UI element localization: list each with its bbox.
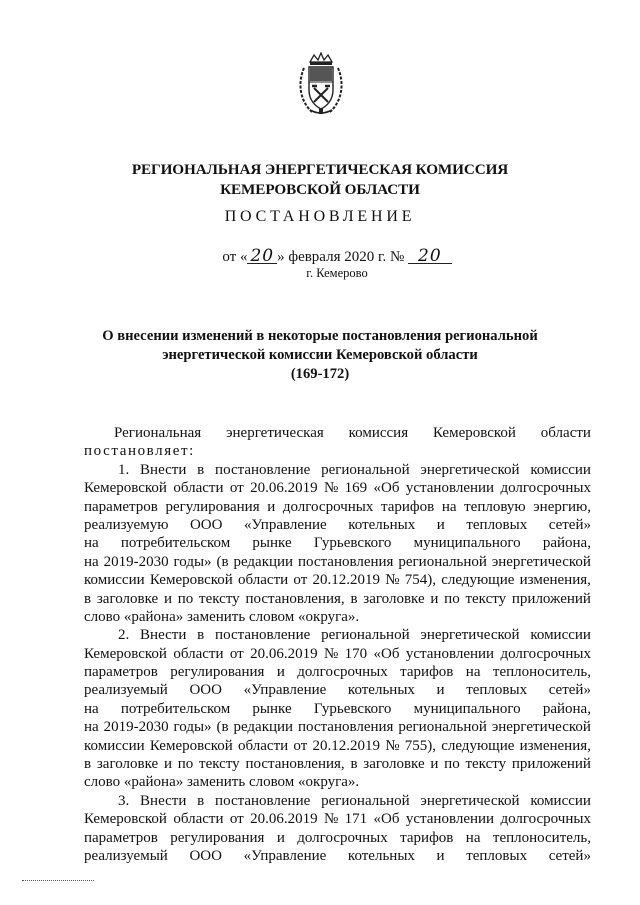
paragraph-3-line <box>84 810 591 828</box>
word: № <box>323 645 339 662</box>
word: в <box>197 627 205 644</box>
word: слово <box>84 774 121 791</box>
word: по <box>177 590 194 607</box>
word: заголовке <box>363 590 425 607</box>
intro-word: комиссия <box>348 425 409 441</box>
word: долгосрочных <box>297 829 388 846</box>
word: постановление <box>215 461 311 478</box>
word: потребительском <box>120 700 231 717</box>
word: области <box>173 645 224 662</box>
word: и <box>430 590 439 607</box>
word: постановление <box>215 792 311 809</box>
word: установлении <box>405 811 495 828</box>
word: постановление <box>215 627 311 644</box>
word: заголовке <box>96 590 159 607</box>
word: и <box>436 516 445 533</box>
word: области <box>238 572 289 589</box>
word: постановления <box>297 719 394 736</box>
word: комиссии <box>530 627 591 644</box>
date-prefix: от « <box>222 249 248 265</box>
word: теплоноситель, <box>492 829 591 846</box>
intro-word: области <box>540 425 591 441</box>
intro-word: Кемеровской <box>432 425 516 441</box>
word: тексту <box>199 756 240 773</box>
paragraph-2-line <box>84 645 591 663</box>
word: долгосрочных <box>297 664 388 681</box>
word: в <box>197 792 205 809</box>
word: параметров <box>84 498 158 515</box>
word: региональной <box>321 792 410 809</box>
subject-line-2: энергетической комиссии Кемеровской области <box>162 347 478 363</box>
document-type: ПОСТАНОВЛЕНИЕ <box>224 208 416 225</box>
word: в <box>84 756 92 773</box>
word: заголовке <box>96 756 159 773</box>
word: № <box>385 572 400 589</box>
paragraphs-container <box>84 461 591 866</box>
word: «района» <box>123 608 184 625</box>
word: (в <box>216 553 229 570</box>
document-body <box>84 424 591 865</box>
word: 1. <box>118 461 130 478</box>
word: Гурьевского <box>313 700 392 717</box>
word: постановления, <box>245 590 345 607</box>
intro-word: Региональная <box>114 425 202 441</box>
footer-mark <box>22 880 94 882</box>
word: 169 <box>344 480 368 497</box>
word: комиссии <box>530 792 591 809</box>
word: заменить <box>187 774 246 791</box>
word: на <box>84 553 99 570</box>
word: № <box>323 811 339 828</box>
word: словом <box>248 608 295 625</box>
word: и <box>276 829 285 846</box>
word: долгосрочных <box>500 645 591 662</box>
word: ООО <box>189 847 222 864</box>
word: приложений <box>511 756 591 773</box>
paragraph-2-line <box>84 626 591 644</box>
word: на <box>84 535 99 552</box>
word: Кемеровской <box>84 811 167 828</box>
word: годы» <box>173 719 212 736</box>
word: и <box>436 847 445 864</box>
word: на <box>465 664 481 681</box>
word: региональной <box>398 719 487 736</box>
word: «района» <box>123 774 184 791</box>
intro-line-1 <box>84 424 591 442</box>
paragraph-2-line <box>84 663 591 681</box>
word: региональной <box>321 627 410 644</box>
word: 2019-2030 <box>103 719 169 736</box>
word: 3. <box>118 792 130 809</box>
word: регулирования <box>165 498 260 515</box>
word: тепловых <box>466 682 528 699</box>
word: редакции <box>233 553 294 570</box>
paragraph-2-line <box>84 755 591 773</box>
word: тепловую <box>464 498 526 515</box>
word: Кемеровской <box>149 572 233 589</box>
word: тепловых <box>466 847 528 864</box>
word: на <box>465 829 481 846</box>
word: котельных <box>348 516 416 533</box>
word: Гурьевского <box>313 535 392 552</box>
word: параметров <box>84 829 158 846</box>
word: Кемеровской <box>149 737 233 754</box>
word: от <box>293 737 308 754</box>
word: «Об <box>373 811 400 828</box>
word: реализуемый <box>84 847 168 864</box>
word: тексту <box>199 590 240 607</box>
word: 2. <box>118 627 130 644</box>
word: регулирования <box>170 829 265 846</box>
word: тексту <box>465 590 507 607</box>
paragraph-1-line <box>84 498 591 516</box>
word: в <box>197 461 205 478</box>
word: «Управление <box>243 516 327 533</box>
paragraph-2-line <box>84 773 591 791</box>
intro-word: энергетическая <box>226 425 324 441</box>
word: 20.12.2019 <box>312 572 380 589</box>
word: и <box>163 756 172 773</box>
word: изменения, <box>519 572 591 589</box>
word: Внести <box>140 461 187 478</box>
word: муниципального <box>413 700 521 717</box>
document-subject <box>0 327 640 384</box>
paragraph-2-line <box>84 700 591 718</box>
word: комиссии <box>84 572 145 589</box>
word: «округа». <box>298 608 360 625</box>
word: заменить <box>187 608 246 625</box>
word: долгосрочных <box>282 498 374 515</box>
word: 754), <box>404 572 436 589</box>
word: тексту <box>465 756 507 773</box>
intro-line-2 <box>84 442 591 460</box>
word: реализуемую <box>84 516 169 533</box>
paragraph-2-line <box>84 737 591 755</box>
word: энергетической <box>491 719 591 736</box>
word: тепловых <box>466 516 528 533</box>
document-number-handwritten: 20 <box>408 249 452 264</box>
word: комиссии <box>84 737 145 754</box>
word: комиссии <box>530 461 591 478</box>
word: и <box>267 498 276 515</box>
word: 2019-2030 <box>103 553 169 570</box>
word: Внести <box>140 792 187 809</box>
paragraph-2-line <box>84 718 591 736</box>
word: на <box>84 700 99 717</box>
paragraph-1-line <box>84 553 591 571</box>
word: по <box>177 756 194 773</box>
word: 20.06.2019 <box>250 480 318 497</box>
word: реализуемый <box>84 682 168 699</box>
subject-line-3: (169-172) <box>290 366 350 382</box>
word: следующие <box>441 737 515 754</box>
paragraph-3-line <box>84 847 591 865</box>
word: теплоноситель, <box>492 664 591 681</box>
word: словом <box>248 774 295 791</box>
word: регулирования <box>170 664 265 681</box>
word: сетей» <box>548 682 591 699</box>
word: в <box>84 590 92 607</box>
word: и <box>276 664 285 681</box>
word: потребительском <box>120 535 231 552</box>
word: № <box>385 737 400 754</box>
word: и <box>430 756 439 773</box>
word: энергетической <box>420 627 520 644</box>
paragraph-1-line <box>84 534 591 552</box>
document-date-line <box>0 248 640 266</box>
word: долгосрочных <box>500 480 591 497</box>
word: от <box>229 645 244 662</box>
word: энергетической <box>420 461 520 478</box>
word: тарифов <box>400 829 454 846</box>
subject-line-1: О внесении изменений в некоторые постановления региональной <box>102 328 538 344</box>
word: энергию, <box>533 498 591 515</box>
word: по <box>444 590 460 607</box>
word: сетей» <box>548 847 591 864</box>
word: годы» <box>173 553 212 570</box>
word: 20.06.2019 <box>250 811 318 828</box>
org-line-1: РЕГИОНАЛЬНАЯ ЭНЕРГЕТИЧЕСКАЯ КОМИССИЯ <box>131 161 509 178</box>
paragraph-1-line <box>84 608 591 626</box>
intro-resolves: постановляет: <box>84 443 195 460</box>
paragraph-1-line <box>84 461 591 479</box>
word: от <box>229 480 244 497</box>
org-line-2: КЕМЕРОВСКОЙ ОБЛАСТИ <box>220 181 420 198</box>
word: муниципального <box>413 535 521 552</box>
word: постановления <box>297 553 394 570</box>
date-day-handwritten: 20 <box>247 249 277 264</box>
paragraph-3-line <box>84 792 591 810</box>
word: котельных <box>347 847 415 864</box>
word: заголовке <box>363 756 425 773</box>
word: № <box>323 480 339 497</box>
word: параметров <box>84 664 158 681</box>
paragraph-1-line <box>84 590 591 608</box>
organization-name <box>0 160 640 200</box>
word: на <box>441 498 457 515</box>
word: тарифов <box>380 498 435 515</box>
word: следующие <box>441 572 515 589</box>
word: региональной <box>398 553 487 570</box>
word: от <box>293 572 308 589</box>
word: Внести <box>140 627 187 644</box>
word: котельных <box>347 682 415 699</box>
word: и <box>436 682 445 699</box>
word: региональной <box>321 461 410 478</box>
word: тарифов <box>400 664 454 681</box>
word: 20.12.2019 <box>312 737 380 754</box>
word: изменения, <box>519 737 591 754</box>
word: области <box>238 737 289 754</box>
word: «округа». <box>298 774 360 791</box>
word: в <box>350 590 358 607</box>
word: долгосрочных <box>500 811 591 828</box>
word: «Управление <box>243 847 327 864</box>
paragraph-1-line <box>84 571 591 589</box>
word: «Об <box>373 480 400 497</box>
word: сетей» <box>548 516 591 533</box>
word: «Об <box>373 645 400 662</box>
word: ООО <box>189 682 222 699</box>
word: установлении <box>405 480 495 497</box>
word: в <box>350 756 358 773</box>
word: энергетической <box>420 792 520 809</box>
word: рынке <box>252 700 292 717</box>
word: приложений <box>511 590 591 607</box>
word: области <box>173 811 224 828</box>
word: на <box>84 719 99 736</box>
word: установлении <box>405 645 495 662</box>
coat-of-arms-icon <box>296 52 346 118</box>
word: слово <box>84 608 121 625</box>
word: рынке <box>252 535 292 552</box>
city: г. Кемерово <box>306 266 368 280</box>
word: (в <box>216 719 229 736</box>
word: редакции <box>233 719 294 736</box>
word: района, <box>542 535 591 552</box>
word: 171 <box>344 811 368 828</box>
paragraph-2-line <box>84 681 591 699</box>
word: постановления, <box>245 756 345 773</box>
paragraph-1-line <box>84 516 591 534</box>
word: от <box>229 811 244 828</box>
paragraph-3-line <box>84 829 591 847</box>
paragraph-1-line <box>84 479 591 497</box>
word: 20.06.2019 <box>250 645 318 662</box>
word: и <box>163 590 172 607</box>
word: ООО <box>189 516 223 533</box>
word: 755), <box>404 737 436 754</box>
word: Кемеровской <box>84 645 167 662</box>
word: по <box>444 756 460 773</box>
word: «Управление <box>243 682 327 699</box>
word: района, <box>542 700 591 717</box>
word: энергетической <box>491 553 591 570</box>
date-month-year: » февраля 2020 г. № <box>277 249 405 265</box>
word: Кемеровской <box>84 480 167 497</box>
word: области <box>173 480 224 497</box>
word: 170 <box>344 645 368 662</box>
